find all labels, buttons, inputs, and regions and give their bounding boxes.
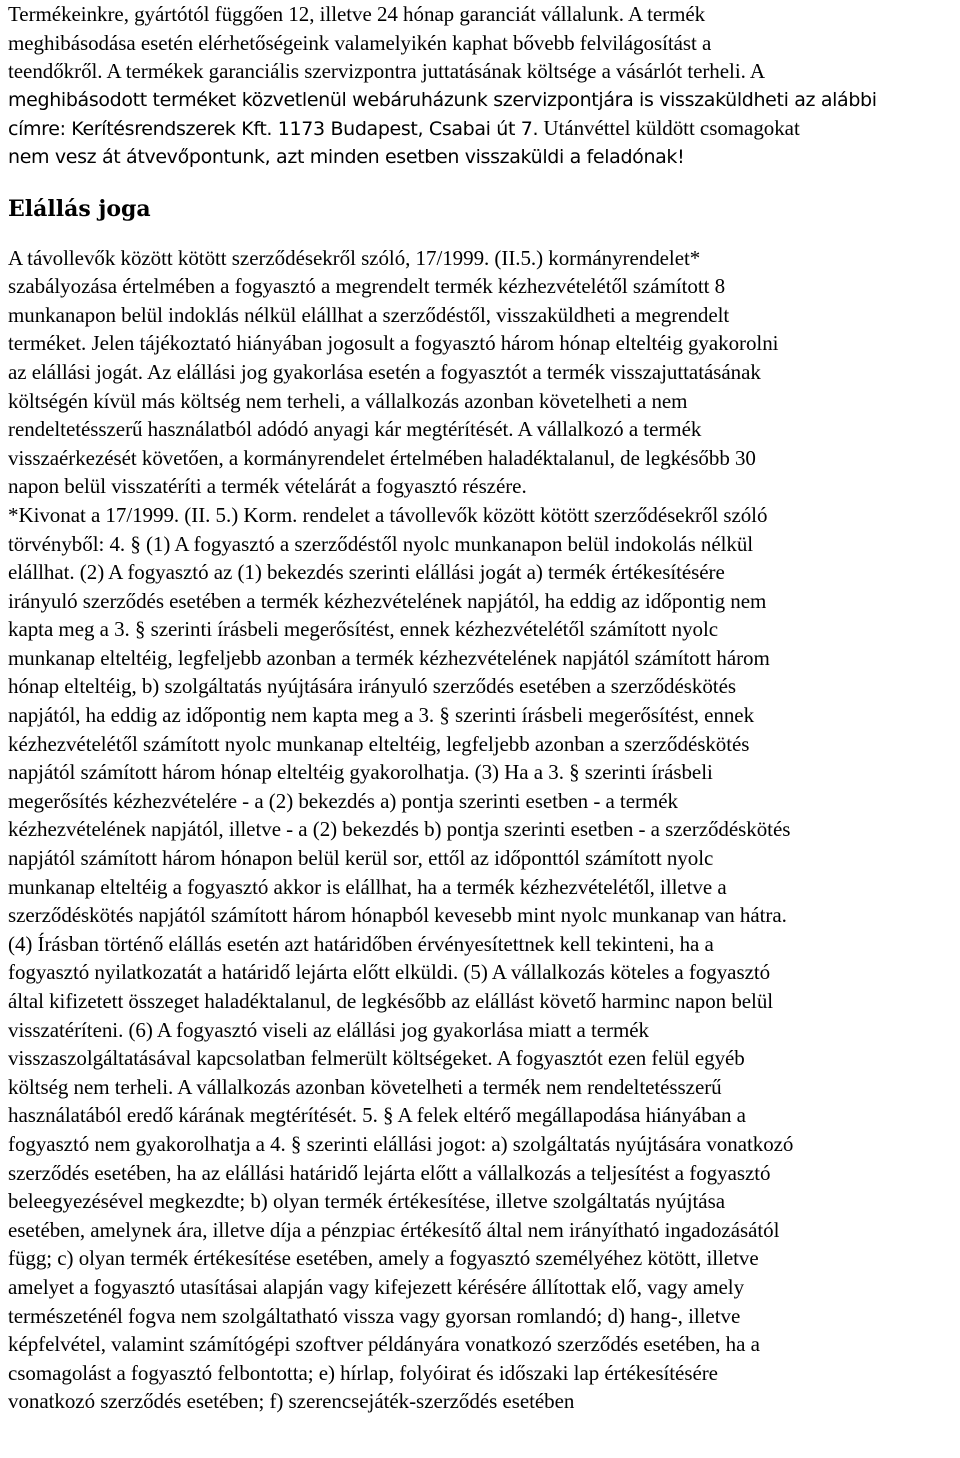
- text-line: az elállási jogát. Az elállási jog gyakorlása esetén a fogyasztót a termék visszajuttatásának: [8, 359, 761, 384]
- text-line: kézhezvételétől számított nyolc munkanap elteltéig, legfeljebb azonban a szerződéskötés: [8, 731, 750, 756]
- text-line: hónap elteltéig, b) szolgáltatás nyújtására irányuló szerződés esetében a szerződéskötés: [8, 674, 736, 699]
- text-line: törvényből: 4. § (1) A fogyasztó a szerződéstől nyolc munkanapon belül indokolás nélkül: [8, 531, 754, 556]
- text-line: által kifizetett összeget haladéktalanul, de legkésőbb az elállást követő harminc napon belül: [8, 989, 774, 1013]
- section-heading: Elállás joga: [8, 195, 151, 222]
- text-line: természeténél fogva nem szolgáltatható vissza vagy gyorsan romlandó; d) hang-, illetve: [8, 1303, 741, 1328]
- text-line: A távollevők között kötött szerződésekről szóló, 17/1999. (II.5.) kormányrendelet*: [8, 245, 701, 270]
- text-line: *Kivonat a 17/1999. (II. 5.) Korm. rendelet a távollevők között kötött szerződésekről szóló: [8, 502, 768, 527]
- text-line: esetében, amelynek ára, illetve díja a pénzpiac értékesítő által nem irányítható ingadozásától: [8, 1217, 780, 1242]
- text-line: szerződéskötés napjától számított három hónapból kevesebb mint nyolc munkanap van hátra.: [8, 903, 787, 928]
- text-line: rendeltetésszerű használatból adódó anyagi kár megtérítését. A vállalkozó a termék: [8, 417, 702, 442]
- text-line: kapta meg a 3. § szerinti írásbeli megerősítést, ennek kézhezvételétől számított nyolc: [8, 617, 719, 642]
- text-line: (4) Írásban történő elállás esetén azt határidőben érvényesítettnek kell tekinteni, ha a: [8, 931, 714, 956]
- text-line: megerősítés kézhezvételére - a (2) bekezdés a) pontja szerinti esetben - a termék: [8, 788, 678, 813]
- text-line: munkanap elteltéig a fogyasztó akkor is elállhat, ha a termék kézhezvételétől, illetve a: [8, 874, 727, 899]
- text-line: napjától, ha eddig az időpontig nem kapta meg a 3. § szerinti írásbeli megerősítést, ennek: [8, 703, 755, 728]
- text-line: [8, 114, 952, 143]
- text-line: meghibásodott terméket közvetlenül webáruházunk szervizpontjára is visszaküldheti az alábbi: [8, 88, 877, 111]
- text-line: irányuló szerződés esetében a termék kézhezvételének napjától, ha eddig az időpontig nem: [8, 588, 767, 613]
- text-line: visszaszolgáltatásával kapcsolatban felmerült költségeket. A fogyasztót ezen felül egyéb: [8, 1046, 745, 1071]
- text-line: napjától számított három hónapon belül kerül sor, ettől az időponttól számított nyolc: [8, 846, 714, 871]
- text-line: Termékeinkre, gyártótól függően 12, illetve 24 hónap garanciát vállalunk. A termék: [8, 2, 706, 26]
- text-line: elállhat. (2) A fogyasztó az (1) bekezdés szerinti elállási jogát a) termék értékesítésére: [8, 560, 725, 585]
- text-line: fogyasztó nyilatkozatát a határidő lejárta előtt elküldi. (5) A vállalkozás köteles a fogyasztó: [8, 960, 771, 985]
- text-line: munkanap elteltéig, legfeljebb azonban a termék kézhezvételének napjától számított három: [8, 645, 770, 670]
- text-line: visszatéríteni. (6) A fogyasztó viseli az elállási jog gyakorlása miatt a termék: [8, 1017, 649, 1042]
- text-line: amelyet a fogyasztó utasításai alapján vagy kifejezett kérésére állítottak elő, vagy amely: [8, 1274, 745, 1299]
- text-line: vonatkozó szerződés esetében; f) szerencsejáték-szerződés esetében: [8, 1389, 575, 1414]
- text-line: kézhezvételének napjától, illetve - a (2) bekezdés b) pontja szerinti esetben - a szerződéskötés: [8, 817, 791, 842]
- text-line: csomagolást a fogyasztó felbontotta; e) hírlap, folyóirat és időszaki lap értékesítésére: [8, 1360, 718, 1385]
- text-line: napjától számított három hónap elteltéig gyakorolhatja. (3) Ha a 3. § szerinti írásbeli: [8, 760, 713, 785]
- text-line: beleegyezésével megkezdte; b) olyan termék értékesítése, illetve szolgáltatás nyújtása: [8, 1189, 725, 1214]
- text-line: terméket. Jelen tájékoztató hiányában jogosult a fogyasztó három hónap elteltéig gyakorolni: [8, 331, 779, 356]
- warranty-paragraph: [8, 0, 952, 172]
- text-line: szerződés esetében, ha az elállási határidő lejárta előtt a vállalkozás a teljesítést a fogyasztó: [8, 1160, 771, 1185]
- text-line: teendőkről. A termékek garanciális szervizpontra juttatásának költsége a vásárlót terheli. A: [8, 59, 765, 84]
- withdrawal-paragraph: [8, 244, 952, 1416]
- text-line: függ; c) olyan termék értékesítése esetében, amely a fogyasztó személyéhez kötött, illetve: [8, 1246, 759, 1271]
- text-line: nem vesz át átvevőpontunk, azt minden esetben visszaküldi a feladónak!: [8, 145, 685, 168]
- text-line: használatából eredő kárának megtérítését. 5. § A felek eltérő megállapodása hiányában a: [8, 1103, 746, 1128]
- text-line: költség nem terheli. A vállalkozás azonban követelheti a termék nem rendeltetésszerű: [8, 1074, 722, 1099]
- text-line: visszaérkezését követően, a kormányrendelet értelmében haladéktalanul, de legkésőbb 30: [8, 445, 756, 470]
- text-line: képfelvétel, valamint számítógépi szoftver példányára vonatkozó szerződés esetében, ha a: [8, 1332, 760, 1357]
- text-line: fogyasztó nem gyakorolhatja a 4. § szerinti elállási jogot: a) szolgáltatás nyújtására vonatkozó: [8, 1131, 794, 1156]
- text-line: meghibásodása esetén elérhetőségeink valamelyikén kaphat bővebb felvilágosítást a: [8, 30, 712, 55]
- text-line: szabályozása értelmében a fogyasztó a megrendelt termék kézhezvételétől számított 8: [8, 274, 726, 299]
- text-line: napon belül visszatéríti a termék vételárát a fogyasztó részére.: [8, 474, 527, 499]
- text-line: költségén kívül más költség nem terheli, a vállalkozás azonban követelheti a nem: [8, 388, 688, 413]
- service-address: címre: Kerítésrendszerek Kft. 1173 Budapest, Csabai út 7.: [8, 118, 539, 141]
- cod-notice: Utánvéttel küldött csomagokat: [538, 116, 800, 141]
- text-line: munkanapon belül indoklás nélkül elállhat a szerződéstől, visszaküldheti a megrendelt: [8, 302, 730, 327]
